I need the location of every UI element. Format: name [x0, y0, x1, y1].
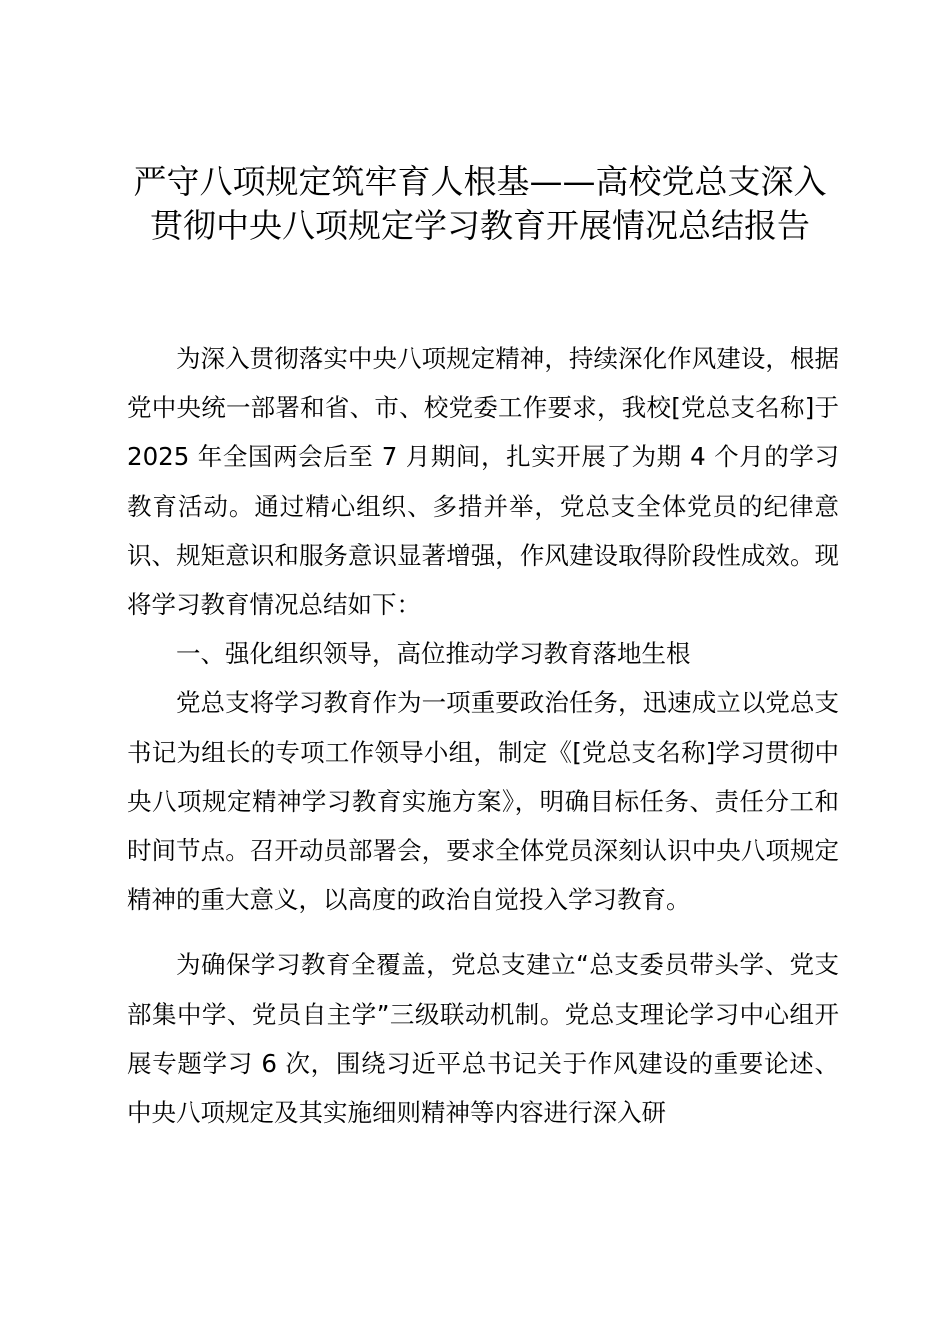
- section-heading-1: 一、强化组织领导，高位推动学习教育落地生根: [176, 639, 691, 669]
- body-paragraph-2: 为确保学习教育全覆盖，党总支建立“总支委员带头学、党支部集中学、党员自主学”三级联动机制。党总支理论学习中心组开展专题学习 6 次，围绕习近平总书记关于作风建设的重要论述、中央八项规定及其实施细则精神等内容进行深入研: [127, 950, 839, 1128]
- paragraph-gap: [127, 924, 839, 940]
- intro-paragraph: 为深入贯彻落实中央八项规定精神，持续深化作风建设，根据党中央统一部署和省、市、校党委工作要求，我校[党总支名称]于 2025 年全国两会后至 7 月期间，扎实开展了为期 4 个月的学习教育活动。通过精心组织、多措并举，党总支全体党员的纪律意识、规矩意识和服务意识显著增强，作风建设取得阶段性成效。现将学习教育情况总结如下：: [127, 344, 839, 620]
- body-paragraph-1: 党总支将学习教育作为一项重要政治任务，迅速成立以党总支书记为组长的专项工作领导小组，制定《[党总支名称]学习贯彻中央八项规定精神学习教育实施方案》，明确目标任务、责任分工和时间节点。召开动员部署会，要求全体党员深刻认识中央八项规定精神的重大意义，以高度的政治自觉投入学习教育。: [127, 688, 839, 915]
- document-body: [127, 334, 839, 1137]
- document-title: 严守八项规定筑牢育人根基——高校党总支深入贯彻中央八项规定学习教育开展情况总结报告: [133, 162, 827, 245]
